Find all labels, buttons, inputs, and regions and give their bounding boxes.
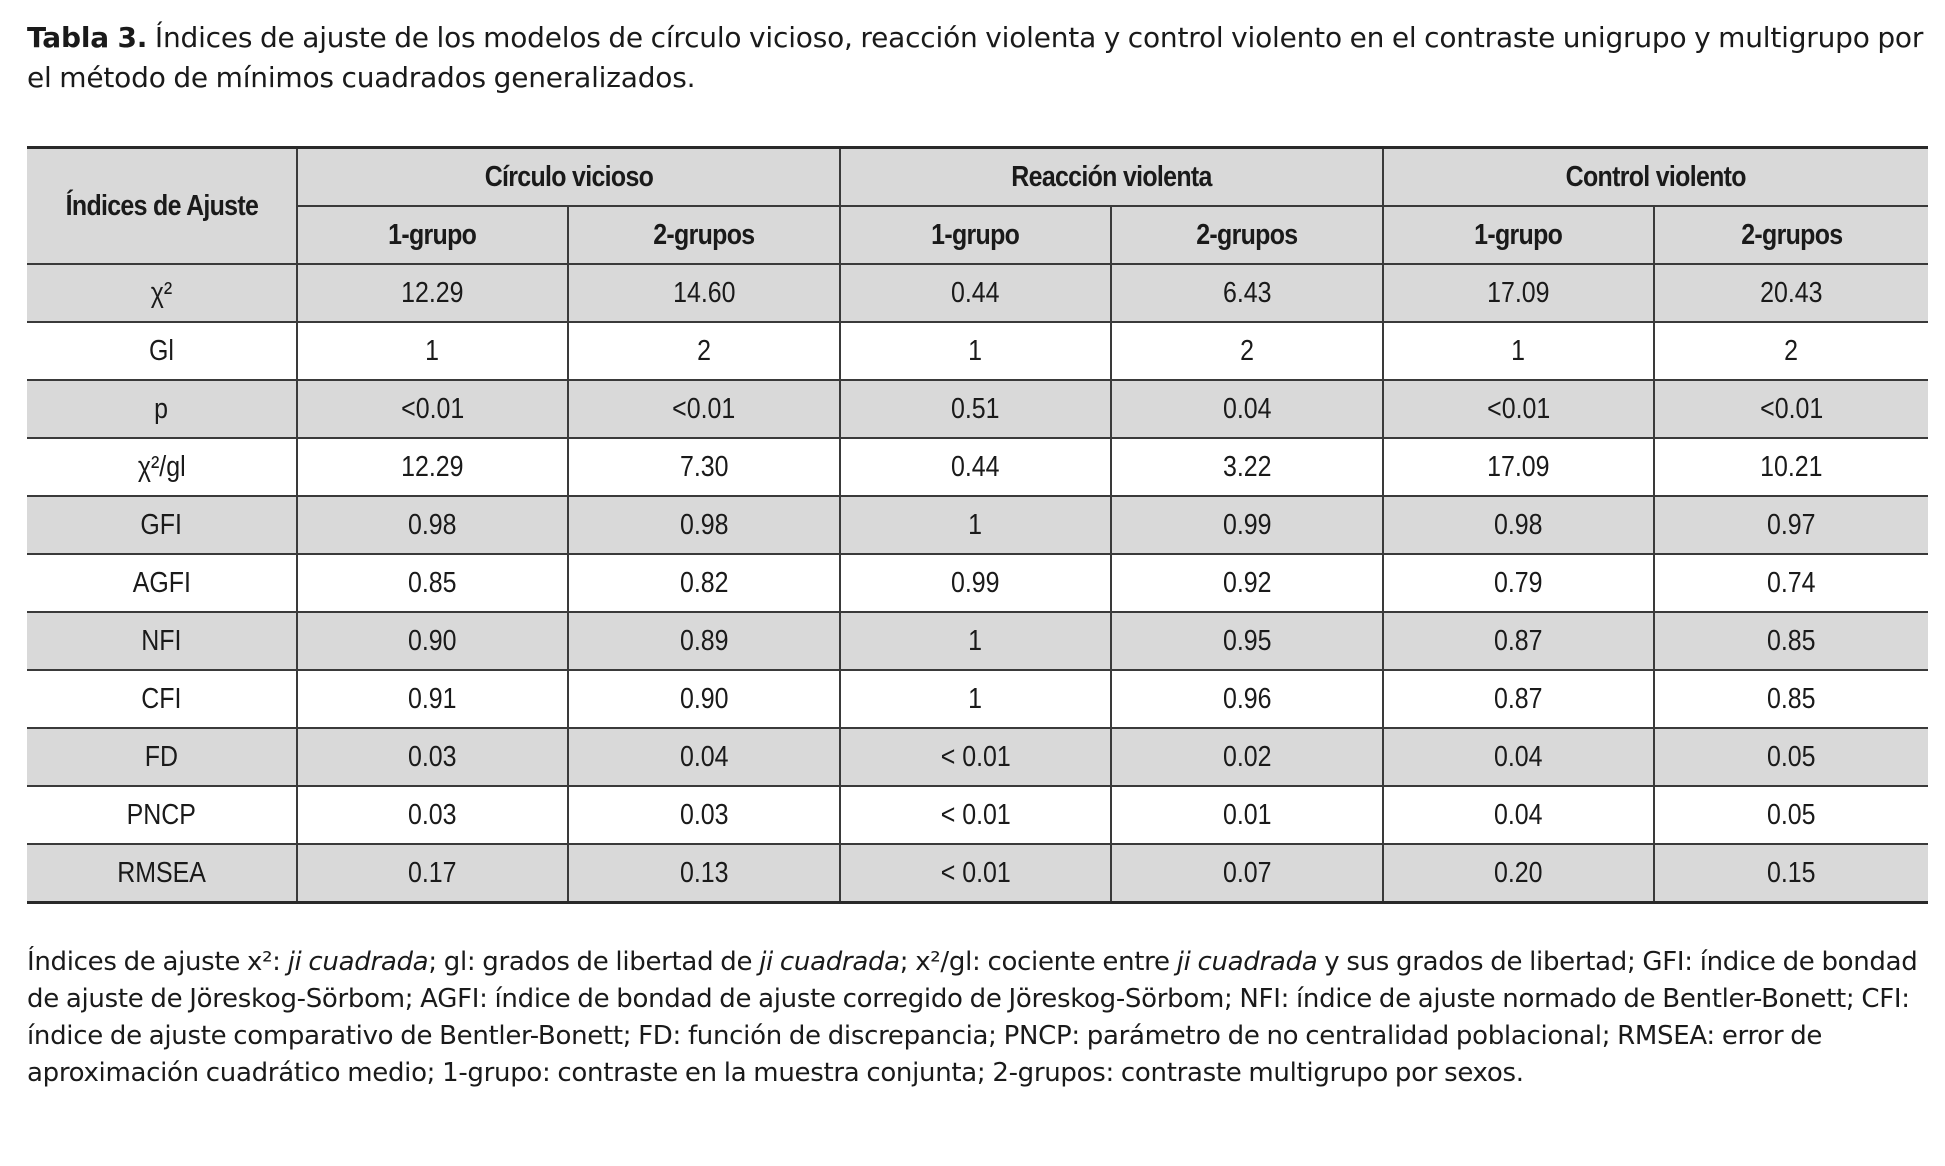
table-row xyxy=(27,496,1928,554)
table-cell: 0.03 xyxy=(297,786,568,844)
table-cell: 0.74 xyxy=(1654,554,1928,612)
table-cell: 2 xyxy=(1111,322,1383,380)
table-cell: 20.43 xyxy=(1654,264,1928,322)
table-cell: 0.13 xyxy=(568,844,840,903)
table-cell: 0.04 xyxy=(1383,728,1654,786)
caption-label: Tabla 3. xyxy=(27,21,148,54)
table-cell: 0.87 xyxy=(1383,612,1654,670)
table-cell: 0.98 xyxy=(297,496,568,554)
table-cell: 12.29 xyxy=(297,264,568,322)
table-cell: < 0.01 xyxy=(840,728,1111,786)
table-cell: 0.04 xyxy=(1383,786,1654,844)
table-cell: 0.03 xyxy=(297,728,568,786)
subheader: 2-grupos xyxy=(1654,206,1928,264)
fit-indices-table xyxy=(27,146,1928,904)
table-cell: 0.85 xyxy=(1654,670,1928,728)
table-cell: 0.95 xyxy=(1111,612,1383,670)
table-cell: 2 xyxy=(568,322,840,380)
table-cell: 7.30 xyxy=(568,438,840,496)
table-cell: 0.51 xyxy=(840,380,1111,438)
table-cell: 1 xyxy=(840,612,1111,670)
corner-header: Índices de Ajuste xyxy=(27,148,297,265)
table-row xyxy=(27,322,1928,380)
table-cell: 0.17 xyxy=(297,844,568,903)
table-cell: 0.05 xyxy=(1654,728,1928,786)
table-body xyxy=(27,264,1928,903)
group-header-circulo: Círculo vicioso xyxy=(297,148,840,207)
table-cell: 0.07 xyxy=(1111,844,1383,903)
table-row xyxy=(27,670,1928,728)
table-cell: 0.44 xyxy=(840,438,1111,496)
table-cell: 0.20 xyxy=(1383,844,1654,903)
row-label: Gl xyxy=(27,322,297,380)
table-cell: <0.01 xyxy=(297,380,568,438)
table-cell: <0.01 xyxy=(1383,380,1654,438)
table-cell: 1 xyxy=(840,670,1111,728)
table-cell: 0.82 xyxy=(568,554,840,612)
group-header-control: Control violento xyxy=(1383,148,1928,207)
table-cell: < 0.01 xyxy=(840,786,1111,844)
row-label: RMSEA xyxy=(27,844,297,903)
table-cell: 2 xyxy=(1654,322,1928,380)
subheader: 1-grupo xyxy=(297,206,568,264)
table-note xyxy=(27,944,1927,1092)
table-cell: 0.01 xyxy=(1111,786,1383,844)
subheader-row xyxy=(27,206,1928,264)
note-text: ; gl: grados de libertad de xyxy=(428,947,760,977)
table-cell: 0.91 xyxy=(297,670,568,728)
row-label: χ² xyxy=(27,264,297,322)
table-cell: 0.99 xyxy=(840,554,1111,612)
note-text: Índices de ajuste x²: xyxy=(27,947,288,977)
note-text: y sus grados de libertad; GFI: índice de bondad de ajuste de Jöreskog-Sörbom; AGFI: índice de bondad de ajuste corregido de Jöreskog-Sörbom; NFI: índice de ajuste normado de Bentler-Bonett; CFI: índice de ajuste comparativo de Bentler-Bonett; FD: función de discrepancia; PNCP: parámetro de no centralidad poblacional; RMSEA: error de aproximación cuadrático medio; 1-grupo: contraste en la muestra conjunta; 2-grupos: contraste multigrupo por sexos. xyxy=(27,947,1918,1088)
table-row xyxy=(27,786,1928,844)
row-label: FD xyxy=(27,728,297,786)
subheader: 1-grupo xyxy=(1383,206,1654,264)
table-cell: 0.44 xyxy=(840,264,1111,322)
caption-text: Índices de ajuste de los modelos de círculo vicioso, reacción violenta y control violento en el contraste unigrupo y multigrupo por el método de mínimos cuadrados generalizados. xyxy=(27,21,1924,94)
table-row xyxy=(27,380,1928,438)
table-row xyxy=(27,612,1928,670)
table-cell: 0.05 xyxy=(1654,786,1928,844)
table-cell: 1 xyxy=(840,496,1111,554)
row-label: AGFI xyxy=(27,554,297,612)
table-cell: 10.21 xyxy=(1654,438,1928,496)
table-cell: 1 xyxy=(840,322,1111,380)
note-text: ; x²/gl: cociente entre xyxy=(899,947,1177,977)
table-cell: <0.01 xyxy=(1654,380,1928,438)
subheader: 1-grupo xyxy=(840,206,1111,264)
table-cell: 0.92 xyxy=(1111,554,1383,612)
table-caption xyxy=(27,18,1927,98)
table-cell: < 0.01 xyxy=(840,844,1111,903)
table-cell: 17.09 xyxy=(1383,438,1654,496)
table-cell: 0.99 xyxy=(1111,496,1383,554)
row-label: NFI xyxy=(27,612,297,670)
row-label: p xyxy=(27,380,297,438)
table-row xyxy=(27,264,1928,322)
table-cell: 0.85 xyxy=(1654,612,1928,670)
table-cell: 1 xyxy=(1383,322,1654,380)
table-cell: 0.90 xyxy=(568,670,840,728)
table-cell: 0.98 xyxy=(568,496,840,554)
table-row xyxy=(27,438,1928,496)
table-cell: 0.15 xyxy=(1654,844,1928,903)
table-cell: 1 xyxy=(297,322,568,380)
table-row xyxy=(27,844,1928,903)
table-row xyxy=(27,554,1928,612)
table-cell: 0.97 xyxy=(1654,496,1928,554)
table-cell: 0.04 xyxy=(568,728,840,786)
note-italic: ji cuadrada xyxy=(759,947,900,977)
table-cell: 3.22 xyxy=(1111,438,1383,496)
table-cell: 6.43 xyxy=(1111,264,1383,322)
group-header-row xyxy=(27,148,1928,207)
table-cell: 0.02 xyxy=(1111,728,1383,786)
table-row xyxy=(27,728,1928,786)
note-italic: ji cuadrada xyxy=(1176,947,1318,977)
table-cell: <0.01 xyxy=(568,380,840,438)
table-cell: 17.09 xyxy=(1383,264,1654,322)
group-header-reaccion: Reacción violenta xyxy=(840,148,1383,207)
table-cell: 12.29 xyxy=(297,438,568,496)
table-cell: 0.85 xyxy=(297,554,568,612)
table-cell: 0.79 xyxy=(1383,554,1654,612)
table-cell: 0.87 xyxy=(1383,670,1654,728)
table-cell: 0.04 xyxy=(1111,380,1383,438)
table-cell: 0.98 xyxy=(1383,496,1654,554)
table-cell: 0.03 xyxy=(568,786,840,844)
row-label: GFI xyxy=(27,496,297,554)
note-italic: ji cuadrada xyxy=(287,947,429,977)
table-cell: 14.60 xyxy=(568,264,840,322)
row-label: χ²/gl xyxy=(27,438,297,496)
table-cell: 0.96 xyxy=(1111,670,1383,728)
subheader: 2-grupos xyxy=(568,206,840,264)
row-label: PNCP xyxy=(27,786,297,844)
table-cell: 0.89 xyxy=(568,612,840,670)
table-cell: 0.90 xyxy=(297,612,568,670)
subheader: 2-grupos xyxy=(1111,206,1383,264)
row-label: CFI xyxy=(27,670,297,728)
